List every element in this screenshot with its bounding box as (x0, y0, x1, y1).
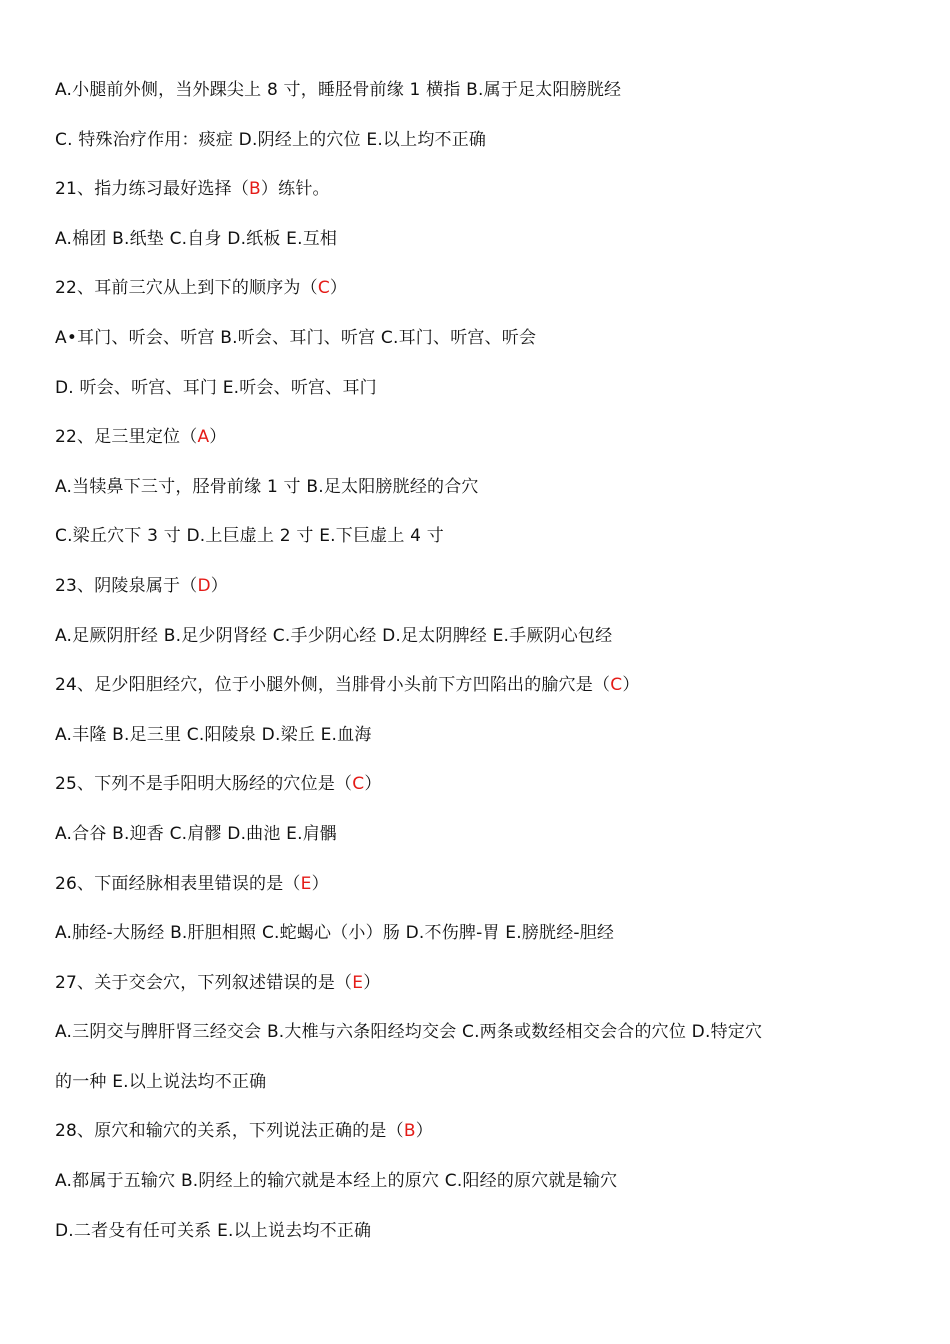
answer-letter: D (197, 575, 211, 596)
question-text-end: ） (209, 427, 227, 448)
option-line: A.棉团 B.纸垫 C.自身 D.纸板 E.互相 (55, 228, 338, 249)
option-line: C.梁丘穴下 3 寸 D.上巨虚上 2 寸 E.下巨虚上 4 寸 (55, 526, 444, 547)
question-line (55, 562, 855, 612)
question-line (55, 165, 855, 215)
question-text-end: ） (364, 774, 382, 795)
answer-letter: C (610, 675, 623, 696)
question-text-end: ） (329, 278, 348, 299)
answer-letter: C (317, 278, 330, 299)
option-line: A.足厥阴肝经 B.足少阴肾经 C.手少阴心经 D.足太阴脾经 E.手厥阴心包经 (55, 625, 613, 646)
question-line (55, 413, 855, 463)
document-page (55, 66, 855, 1256)
option-line: A.合谷 B.迎香 C.肩髎 D.曲池 E.肩髃 (55, 823, 338, 844)
question-line (55, 661, 855, 711)
option-line: A.肺经-大肠经 B.肝胆相照 C.蛇蝎心（小）肠 D.不伤脾-胃 E.膀胱经-胆经 (55, 923, 615, 944)
option-line: A.都属于五输穴 B.阴经上的输穴就是本经上的原穴 C.阳经的原穴就是输穴 (55, 1171, 618, 1192)
option-line: A.当犊鼻下三寸，胫骨前缘 1 寸 B.足太阳膀胱经的合穴 (55, 476, 479, 497)
question-line (55, 959, 855, 1009)
answer-letter: B (249, 179, 261, 200)
answer-letter: E (300, 873, 312, 894)
question-text: 22、足三里定位（ (55, 427, 198, 448)
option-line: A.三阴交与脾肝肾三经交会 B.大椎与六条阳经均交会 C.两条或数经相交会合的穴位 D.特定穴 (55, 1022, 763, 1043)
question-text: 21、指力练习最好选择（ (55, 179, 250, 200)
question-text: 25、下列不是手阳明大肠经的穴位是（ (55, 774, 353, 795)
question-line (55, 1107, 855, 1157)
answer-letter: B (403, 1121, 416, 1142)
question-text-end: ） (622, 675, 640, 696)
question-text: 27、关于交会穴，下列叙述错误的是（ (55, 972, 353, 993)
option-line: A.小腿前外侧，当外踝尖上 8 寸，睡胫骨前缘 1 横指 B.属于足太阳膀胱经 (55, 80, 622, 100)
option-line: D. 听会、听宫、耳门 E.听会、听宫、耳门 (55, 377, 377, 398)
question-line (55, 860, 855, 910)
option-line: A•耳门、听会、听宫 B.听会、耳门、听宫 C.耳门、听宫、听会 (55, 327, 537, 348)
answer-letter: C (352, 774, 365, 795)
option-line: D.二者殳有任可关系 E.以上说去均不正确 (55, 1220, 372, 1241)
question-line (55, 760, 855, 810)
question-text-end: ）练针。 (260, 179, 330, 200)
option-line: A.丰隆 B.足三里 C.阳陵泉 D.梁丘 E.血海 (55, 724, 372, 745)
question-line (55, 264, 855, 314)
question-text: 22、耳前三穴从上到下的顺序为（ (55, 278, 318, 299)
option-line: 的一种 E.以上说法均不正确 (55, 1071, 267, 1092)
question-text: 26、下面经脉相表里错误的是（ (55, 873, 301, 894)
question-text: 23、阴陵泉属于（ (55, 575, 198, 596)
answer-letter: A (197, 427, 210, 448)
question-text-end: ） (311, 873, 329, 894)
option-line: C. 特殊治疗作用：痰症 D.阴经上的穴位 E.以上均不正确 (55, 129, 487, 150)
question-text-end: ） (210, 575, 228, 596)
question-text: 28、原穴和输穴的关系，下列说法正确的是（ (55, 1121, 404, 1142)
question-text-end: ） (363, 972, 381, 993)
question-text-end: ） (415, 1121, 433, 1142)
answer-letter: E (352, 972, 364, 993)
question-text: 24、足少阳胆经穴，位于小腿外侧，当腓骨小头前下方凹陷出的腧穴是（ (55, 675, 611, 696)
